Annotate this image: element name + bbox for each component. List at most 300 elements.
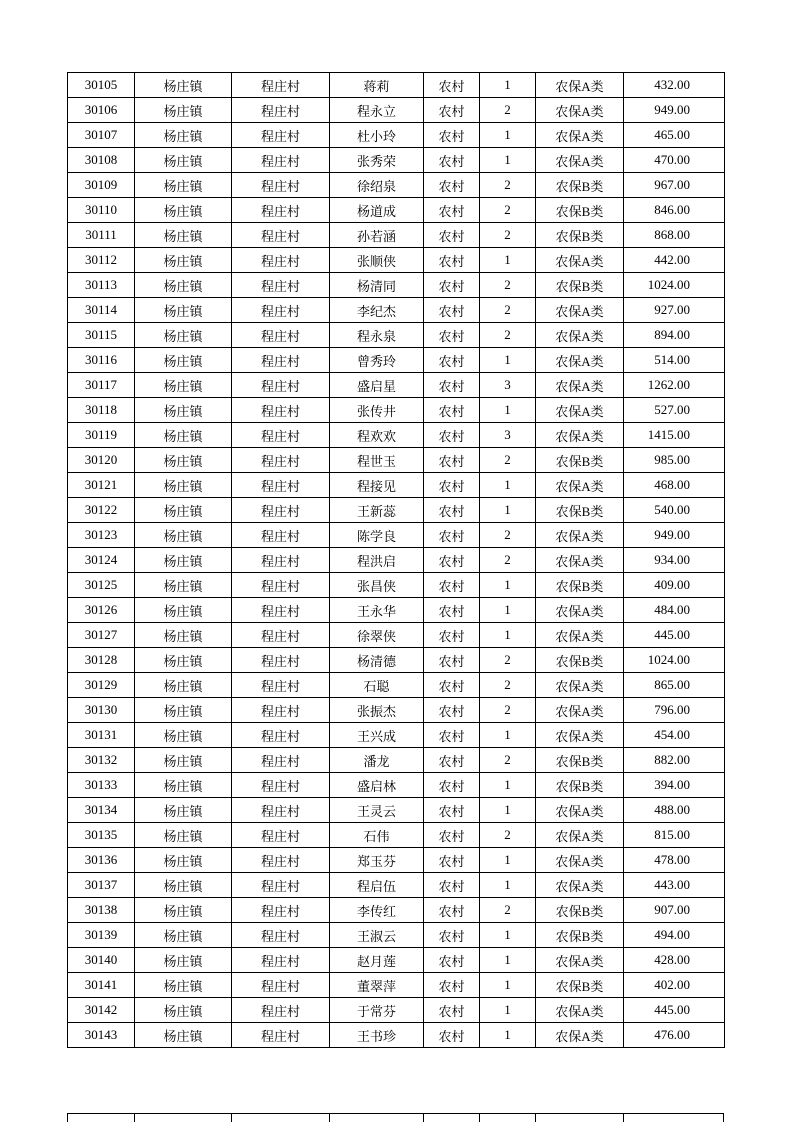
cell-person-name: 李传红 [330, 898, 424, 923]
cell-residence-type: 农村 [424, 173, 480, 198]
cell-insurance-category: 农保B类 [536, 973, 624, 998]
cell-residence-type: 农村 [424, 998, 480, 1023]
cell-person-count: 1 [480, 948, 536, 973]
cell-village: 程庄村 [232, 373, 330, 398]
cell-amount: 934.00 [624, 548, 725, 573]
cell-town: 杨庄镇 [135, 223, 232, 248]
cell-record-id: 30105 [68, 73, 135, 98]
cell-amount: 445.00 [624, 998, 725, 1023]
table-row [68, 823, 725, 848]
cell-person-count: 1 [480, 723, 536, 748]
cell-village: 程庄村 [232, 473, 330, 498]
cell-record-id: 30131 [68, 723, 135, 748]
table-row [68, 748, 725, 773]
cell-residence-type: 农村 [424, 523, 480, 548]
cell-residence-type: 农村 [424, 623, 480, 648]
cell-insurance-category: 农保A类 [536, 698, 624, 723]
cell-residence-type: 农村 [424, 123, 480, 148]
cell-insurance-category: 农保A类 [536, 348, 624, 373]
cell-record-id: 30118 [68, 398, 135, 423]
cell-town: 杨庄镇 [135, 298, 232, 323]
cell-insurance-category: 农保B类 [536, 923, 624, 948]
cell-amount: 428.00 [624, 948, 725, 973]
cell-record-id: 30120 [68, 448, 135, 473]
cell-village: 程庄村 [232, 623, 330, 648]
table-row [68, 548, 725, 573]
cell-town: 杨庄镇 [135, 173, 232, 198]
cell-insurance-category: 农保A类 [536, 598, 624, 623]
table-row [68, 873, 725, 898]
cell-residence-type: 农村 [424, 773, 480, 798]
cell-person-count: 2 [480, 898, 536, 923]
cell-person-name: 张传井 [330, 398, 424, 423]
cell-person-count: 1 [480, 398, 536, 423]
cell-residence-type: 农村 [424, 573, 480, 598]
cell-amount: 402.00 [624, 973, 725, 998]
partial-cell [329, 1114, 423, 1122]
cell-person-count: 1 [480, 73, 536, 98]
cell-insurance-category: 农保B类 [536, 273, 624, 298]
cell-amount: 409.00 [624, 573, 725, 598]
cell-person-name: 程接见 [330, 473, 424, 498]
cell-record-id: 30123 [68, 523, 135, 548]
cell-town: 杨庄镇 [135, 898, 232, 923]
partial-cell [67, 1114, 134, 1122]
cell-person-count: 1 [480, 1023, 536, 1048]
table-row [68, 598, 725, 623]
cell-village: 程庄村 [232, 523, 330, 548]
cell-insurance-category: 农保B类 [536, 573, 624, 598]
table-row [68, 398, 725, 423]
cell-town: 杨庄镇 [135, 573, 232, 598]
cell-residence-type: 农村 [424, 348, 480, 373]
cell-record-id: 30134 [68, 798, 135, 823]
cell-residence-type: 农村 [424, 923, 480, 948]
cell-residence-type: 农村 [424, 1023, 480, 1048]
cell-amount: 454.00 [624, 723, 725, 748]
cell-amount: 394.00 [624, 773, 725, 798]
cell-town: 杨庄镇 [135, 698, 232, 723]
cell-residence-type: 农村 [424, 598, 480, 623]
cell-town: 杨庄镇 [135, 923, 232, 948]
cell-amount: 443.00 [624, 873, 725, 898]
next-page-row-partial [67, 1113, 724, 1122]
cell-residence-type: 农村 [424, 298, 480, 323]
cell-person-name: 王兴成 [330, 723, 424, 748]
cell-record-id: 30130 [68, 698, 135, 723]
table-row [68, 248, 725, 273]
cell-residence-type: 农村 [424, 848, 480, 873]
cell-residence-type: 农村 [424, 148, 480, 173]
cell-record-id: 30139 [68, 923, 135, 948]
cell-record-id: 30122 [68, 498, 135, 523]
cell-record-id: 30108 [68, 148, 135, 173]
cell-person-name: 孙若涵 [330, 223, 424, 248]
cell-town: 杨庄镇 [135, 648, 232, 673]
cell-insurance-category: 农保A类 [536, 323, 624, 348]
cell-residence-type: 农村 [424, 98, 480, 123]
cell-town: 杨庄镇 [135, 398, 232, 423]
partial-cell [231, 1114, 329, 1122]
cell-residence-type: 农村 [424, 698, 480, 723]
cell-village: 程庄村 [232, 323, 330, 348]
cell-insurance-category: 农保B类 [536, 898, 624, 923]
cell-record-id: 30125 [68, 573, 135, 598]
table-row [68, 1023, 725, 1048]
cell-person-name: 程永立 [330, 98, 424, 123]
cell-residence-type: 农村 [424, 398, 480, 423]
cell-person-count: 2 [480, 748, 536, 773]
cell-insurance-category: 农保A类 [536, 398, 624, 423]
cell-person-count: 1 [480, 248, 536, 273]
cell-village: 程庄村 [232, 123, 330, 148]
cell-record-id: 30117 [68, 373, 135, 398]
table-row [68, 273, 725, 298]
cell-village: 程庄村 [232, 673, 330, 698]
cell-residence-type: 农村 [424, 798, 480, 823]
cell-town: 杨庄镇 [135, 873, 232, 898]
cell-village: 程庄村 [232, 348, 330, 373]
cell-insurance-category: 农保A类 [536, 1023, 624, 1048]
cell-person-name: 杨清同 [330, 273, 424, 298]
cell-person-count: 2 [480, 273, 536, 298]
cell-record-id: 30137 [68, 873, 135, 898]
cell-person-count: 1 [480, 798, 536, 823]
table-row [68, 948, 725, 973]
cell-record-id: 30128 [68, 648, 135, 673]
cell-insurance-category: 农保A类 [536, 248, 624, 273]
cell-residence-type: 农村 [424, 423, 480, 448]
cell-amount: 527.00 [624, 398, 725, 423]
cell-town: 杨庄镇 [135, 948, 232, 973]
cell-insurance-category: 农保B类 [536, 773, 624, 798]
cell-record-id: 30116 [68, 348, 135, 373]
cell-person-name: 郑玉芬 [330, 848, 424, 873]
cell-residence-type: 农村 [424, 473, 480, 498]
cell-village: 程庄村 [232, 823, 330, 848]
cell-insurance-category: 农保A类 [536, 548, 624, 573]
cell-record-id: 30136 [68, 848, 135, 873]
cell-village: 程庄村 [232, 448, 330, 473]
cell-amount: 540.00 [624, 498, 725, 523]
cell-insurance-category: 农保A类 [536, 523, 624, 548]
cell-village: 程庄村 [232, 698, 330, 723]
cell-person-count: 2 [480, 98, 536, 123]
cell-residence-type: 农村 [424, 223, 480, 248]
cell-insurance-category: 农保A类 [536, 623, 624, 648]
pension-payment-table [67, 72, 725, 1048]
cell-person-name: 张秀荣 [330, 148, 424, 173]
cell-amount: 488.00 [624, 798, 725, 823]
cell-amount: 927.00 [624, 298, 725, 323]
cell-person-name: 于常芬 [330, 998, 424, 1023]
cell-person-count: 2 [480, 298, 536, 323]
cell-person-count: 2 [480, 223, 536, 248]
cell-insurance-category: 农保A类 [536, 373, 624, 398]
cell-person-name: 程洪启 [330, 548, 424, 573]
cell-person-count: 1 [480, 598, 536, 623]
table-row [68, 73, 725, 98]
cell-person-count: 1 [480, 623, 536, 648]
cell-town: 杨庄镇 [135, 1023, 232, 1048]
cell-person-count: 2 [480, 173, 536, 198]
cell-amount: 894.00 [624, 323, 725, 348]
cell-village: 程庄村 [232, 223, 330, 248]
cell-town: 杨庄镇 [135, 548, 232, 573]
cell-amount: 432.00 [624, 73, 725, 98]
cell-village: 程庄村 [232, 1023, 330, 1048]
cell-town: 杨庄镇 [135, 323, 232, 348]
cell-village: 程庄村 [232, 848, 330, 873]
cell-town: 杨庄镇 [135, 498, 232, 523]
cell-record-id: 30143 [68, 1023, 135, 1048]
cell-record-id: 30142 [68, 998, 135, 1023]
table-row [68, 923, 725, 948]
cell-amount: 1262.00 [624, 373, 725, 398]
cell-village: 程庄村 [232, 973, 330, 998]
cell-town: 杨庄镇 [135, 673, 232, 698]
cell-person-count: 1 [480, 923, 536, 948]
cell-town: 杨庄镇 [135, 373, 232, 398]
cell-person-count: 2 [480, 698, 536, 723]
cell-village: 程庄村 [232, 498, 330, 523]
table-row [68, 198, 725, 223]
cell-person-name: 石聪 [330, 673, 424, 698]
table-row [68, 723, 725, 748]
cell-town: 杨庄镇 [135, 773, 232, 798]
cell-town: 杨庄镇 [135, 748, 232, 773]
cell-village: 程庄村 [232, 273, 330, 298]
partial-cell [623, 1114, 724, 1122]
cell-residence-type: 农村 [424, 323, 480, 348]
cell-amount: 1024.00 [624, 273, 725, 298]
cell-person-name: 程世玉 [330, 448, 424, 473]
cell-amount: 484.00 [624, 598, 725, 623]
cell-amount: 907.00 [624, 898, 725, 923]
cell-village: 程庄村 [232, 148, 330, 173]
cell-insurance-category: 农保A类 [536, 298, 624, 323]
cell-amount: 445.00 [624, 623, 725, 648]
cell-record-id: 30138 [68, 898, 135, 923]
table-row [68, 623, 725, 648]
cell-town: 杨庄镇 [135, 523, 232, 548]
cell-record-id: 30141 [68, 973, 135, 998]
cell-person-name: 徐绍泉 [330, 173, 424, 198]
table-row [68, 223, 725, 248]
cell-town: 杨庄镇 [135, 423, 232, 448]
cell-insurance-category: 农保B类 [536, 173, 624, 198]
cell-person-count: 1 [480, 773, 536, 798]
cell-record-id: 30114 [68, 298, 135, 323]
cell-village: 程庄村 [232, 998, 330, 1023]
cell-record-id: 30107 [68, 123, 135, 148]
table-row [68, 798, 725, 823]
cell-person-count: 2 [480, 448, 536, 473]
cell-person-count: 2 [480, 548, 536, 573]
cell-person-count: 1 [480, 473, 536, 498]
cell-insurance-category: 农保A类 [536, 873, 624, 898]
cell-amount: 1415.00 [624, 423, 725, 448]
cell-person-name: 杨清德 [330, 648, 424, 673]
cell-person-count: 2 [480, 648, 536, 673]
table-row [68, 173, 725, 198]
table-row [68, 423, 725, 448]
cell-residence-type: 农村 [424, 673, 480, 698]
cell-insurance-category: 农保B类 [536, 648, 624, 673]
table-row [68, 848, 725, 873]
cell-record-id: 30133 [68, 773, 135, 798]
table-row [68, 998, 725, 1023]
cell-insurance-category: 农保B类 [536, 198, 624, 223]
cell-person-count: 2 [480, 323, 536, 348]
partial-cell [134, 1114, 231, 1122]
cell-person-count: 2 [480, 673, 536, 698]
cell-person-name: 杨道成 [330, 198, 424, 223]
cell-amount: 967.00 [624, 173, 725, 198]
cell-amount: 1024.00 [624, 648, 725, 673]
table-row [68, 773, 725, 798]
cell-village: 程庄村 [232, 598, 330, 623]
cell-amount: 470.00 [624, 148, 725, 173]
cell-insurance-category: 农保A类 [536, 723, 624, 748]
cell-person-name: 张顺侠 [330, 248, 424, 273]
cell-residence-type: 农村 [424, 448, 480, 473]
table-row [68, 323, 725, 348]
cell-insurance-category: 农保A类 [536, 73, 624, 98]
cell-person-count: 3 [480, 423, 536, 448]
cell-town: 杨庄镇 [135, 973, 232, 998]
cell-residence-type: 农村 [424, 823, 480, 848]
cell-town: 杨庄镇 [135, 198, 232, 223]
cell-amount: 985.00 [624, 448, 725, 473]
cell-village: 程庄村 [232, 423, 330, 448]
cell-village: 程庄村 [232, 773, 330, 798]
cell-person-name: 石伟 [330, 823, 424, 848]
cell-record-id: 30109 [68, 173, 135, 198]
cell-person-name: 程启伍 [330, 873, 424, 898]
cell-residence-type: 农村 [424, 723, 480, 748]
cell-village: 程庄村 [232, 648, 330, 673]
cell-person-name: 王淑云 [330, 923, 424, 948]
table-row [68, 498, 725, 523]
cell-person-name: 王永华 [330, 598, 424, 623]
cell-village: 程庄村 [232, 248, 330, 273]
cell-village: 程庄村 [232, 398, 330, 423]
cell-insurance-category: 农保A类 [536, 948, 624, 973]
cell-residence-type: 农村 [424, 648, 480, 673]
cell-town: 杨庄镇 [135, 123, 232, 148]
cell-residence-type: 农村 [424, 198, 480, 223]
cell-record-id: 30113 [68, 273, 135, 298]
cell-insurance-category: 农保A类 [536, 798, 624, 823]
cell-person-name: 董翠萍 [330, 973, 424, 998]
cell-residence-type: 农村 [424, 948, 480, 973]
cell-insurance-category: 农保A类 [536, 148, 624, 173]
cell-residence-type: 农村 [424, 498, 480, 523]
cell-person-count: 1 [480, 348, 536, 373]
table-row [68, 148, 725, 173]
cell-record-id: 30129 [68, 673, 135, 698]
cell-amount: 465.00 [624, 123, 725, 148]
cell-village: 程庄村 [232, 573, 330, 598]
cell-person-count: 2 [480, 523, 536, 548]
cell-person-name: 王新蕊 [330, 498, 424, 523]
cell-amount: 846.00 [624, 198, 725, 223]
cell-record-id: 30110 [68, 198, 135, 223]
cell-person-name: 张昌侠 [330, 573, 424, 598]
cell-village: 程庄村 [232, 723, 330, 748]
cell-residence-type: 农村 [424, 973, 480, 998]
partial-cell [479, 1114, 535, 1122]
cell-person-name: 蒋莉 [330, 73, 424, 98]
cell-village: 程庄村 [232, 748, 330, 773]
cell-record-id: 30121 [68, 473, 135, 498]
cell-person-count: 1 [480, 848, 536, 873]
cell-amount: 949.00 [624, 98, 725, 123]
cell-village: 程庄村 [232, 173, 330, 198]
cell-insurance-category: 农保B类 [536, 498, 624, 523]
cell-person-name: 王灵云 [330, 798, 424, 823]
cell-village: 程庄村 [232, 198, 330, 223]
cell-insurance-category: 农保A类 [536, 823, 624, 848]
cell-insurance-category: 农保A类 [536, 998, 624, 1023]
partial-cell [423, 1114, 479, 1122]
cell-person-count: 1 [480, 148, 536, 173]
cell-insurance-category: 农保B类 [536, 223, 624, 248]
cell-record-id: 30112 [68, 248, 135, 273]
cell-town: 杨庄镇 [135, 598, 232, 623]
cell-insurance-category: 农保A类 [536, 673, 624, 698]
cell-insurance-category: 农保A类 [536, 473, 624, 498]
cell-record-id: 30135 [68, 823, 135, 848]
cell-town: 杨庄镇 [135, 98, 232, 123]
cell-residence-type: 农村 [424, 873, 480, 898]
cell-amount: 949.00 [624, 523, 725, 548]
table-row [68, 523, 725, 548]
cell-person-name: 曾秀玲 [330, 348, 424, 373]
cell-insurance-category: 农保B类 [536, 748, 624, 773]
cell-amount: 514.00 [624, 348, 725, 373]
cell-person-name: 陈学良 [330, 523, 424, 548]
cell-person-name: 杜小玲 [330, 123, 424, 148]
cell-town: 杨庄镇 [135, 273, 232, 298]
cell-amount: 865.00 [624, 673, 725, 698]
cell-town: 杨庄镇 [135, 148, 232, 173]
table-row [68, 673, 725, 698]
cell-person-name: 赵月莲 [330, 948, 424, 973]
cell-person-count: 2 [480, 198, 536, 223]
cell-person-name: 程欢欢 [330, 423, 424, 448]
table-row [68, 98, 725, 123]
table-row [68, 298, 725, 323]
cell-village: 程庄村 [232, 298, 330, 323]
cell-residence-type: 农村 [424, 248, 480, 273]
cell-person-count: 1 [480, 573, 536, 598]
cell-town: 杨庄镇 [135, 248, 232, 273]
cell-record-id: 30127 [68, 623, 135, 648]
cell-residence-type: 农村 [424, 748, 480, 773]
cell-town: 杨庄镇 [135, 73, 232, 98]
cell-person-name: 程永泉 [330, 323, 424, 348]
cell-town: 杨庄镇 [135, 623, 232, 648]
cell-insurance-category: 农保B类 [536, 448, 624, 473]
cell-record-id: 30140 [68, 948, 135, 973]
cell-residence-type: 农村 [424, 373, 480, 398]
cell-village: 程庄村 [232, 73, 330, 98]
table-row [68, 373, 725, 398]
cell-record-id: 30132 [68, 748, 135, 773]
cell-residence-type: 农村 [424, 898, 480, 923]
